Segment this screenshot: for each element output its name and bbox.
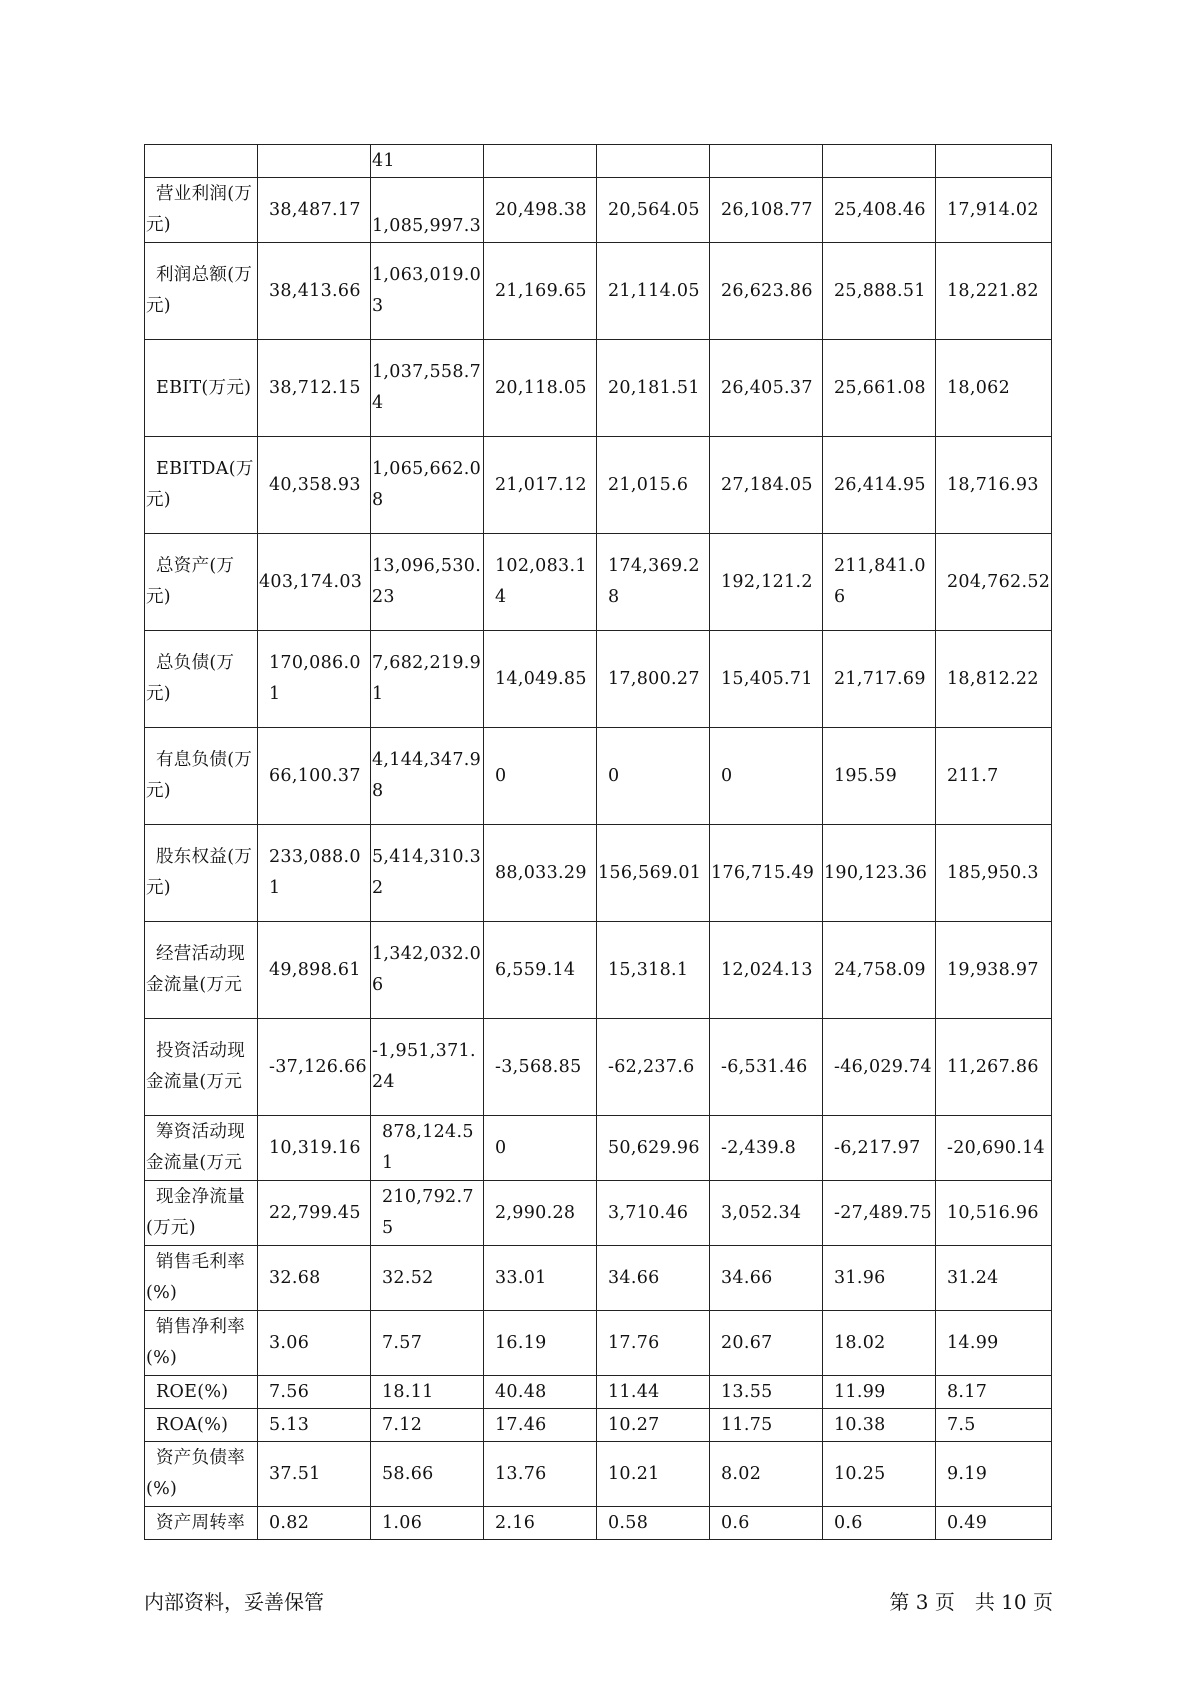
table-row bbox=[145, 1246, 1052, 1311]
value-cell: 7.57 bbox=[371, 1311, 484, 1376]
value-cell: 21,017.12 bbox=[484, 437, 597, 534]
value-cell: 34.66 bbox=[710, 1246, 823, 1311]
value-cell: 49,898.61 bbox=[258, 922, 371, 1019]
row-label-cell: 销售毛利率(%) bbox=[145, 1246, 258, 1311]
value-cell: 11,267.86 bbox=[936, 1019, 1052, 1116]
table-row bbox=[145, 145, 1052, 178]
value-cell: 18,716.93 bbox=[936, 437, 1052, 534]
row-label-cell: 营业利润(万元) bbox=[145, 178, 258, 243]
table-row bbox=[145, 1507, 1052, 1540]
value-cell: 1,063,019.03 bbox=[371, 243, 484, 340]
value-cell: 20,498.38 bbox=[484, 178, 597, 243]
value-cell: 192,121.2 bbox=[710, 534, 823, 631]
row-label-cell: 筹资活动现金流量(万元 bbox=[145, 1116, 258, 1181]
value-cell: 31.24 bbox=[936, 1246, 1052, 1311]
row-label-cell: ROE(%) bbox=[145, 1376, 258, 1409]
value-cell: 5,414,310.32 bbox=[371, 825, 484, 922]
value-cell: 10.38 bbox=[823, 1409, 936, 1442]
value-cell: 13.76 bbox=[484, 1442, 597, 1507]
value-cell: 8.17 bbox=[936, 1376, 1052, 1409]
value-cell: 7,682,219.91 bbox=[371, 631, 484, 728]
value-cell: 24,758.09 bbox=[823, 922, 936, 1019]
value-cell: 17,800.27 bbox=[597, 631, 710, 728]
value-cell: 0 bbox=[597, 728, 710, 825]
value-cell: 7.5 bbox=[936, 1409, 1052, 1442]
value-cell: 17.76 bbox=[597, 1311, 710, 1376]
value-cell: 6,559.14 bbox=[484, 922, 597, 1019]
value-cell: 37.51 bbox=[258, 1442, 371, 1507]
value-cell: 8.02 bbox=[710, 1442, 823, 1507]
row-label-cell: ROA(%) bbox=[145, 1409, 258, 1442]
value-cell: 0.49 bbox=[936, 1507, 1052, 1540]
table-row bbox=[145, 1181, 1052, 1246]
table-row bbox=[145, 1019, 1052, 1116]
table-row bbox=[145, 1442, 1052, 1507]
value-cell: 1,065,662.08 bbox=[371, 437, 484, 534]
row-label-cell: 经营活动现金流量(万元 bbox=[145, 922, 258, 1019]
value-cell: 32.52 bbox=[371, 1246, 484, 1311]
value-cell: 13.55 bbox=[710, 1376, 823, 1409]
value-cell: 7.56 bbox=[258, 1376, 371, 1409]
value-cell: 14,049.85 bbox=[484, 631, 597, 728]
value-cell: 0.6 bbox=[823, 1507, 936, 1540]
row-label-cell: 股东权益(万元) bbox=[145, 825, 258, 922]
value-cell: 11.99 bbox=[823, 1376, 936, 1409]
value-cell: 9.19 bbox=[936, 1442, 1052, 1507]
value-cell: 15,318.1 bbox=[597, 922, 710, 1019]
table-row bbox=[145, 728, 1052, 825]
row-label-cell: EBIT(万元) bbox=[145, 340, 258, 437]
value-cell: -27,489.75 bbox=[823, 1181, 936, 1246]
value-cell bbox=[484, 145, 597, 178]
value-cell: 38,712.15 bbox=[258, 340, 371, 437]
value-cell: 14.99 bbox=[936, 1311, 1052, 1376]
value-cell: 3,052.34 bbox=[710, 1181, 823, 1246]
value-cell: 20,181.51 bbox=[597, 340, 710, 437]
value-cell bbox=[936, 145, 1052, 178]
value-cell: 38,413.66 bbox=[258, 243, 371, 340]
table-row bbox=[145, 1311, 1052, 1376]
value-cell: 21,169.65 bbox=[484, 243, 597, 340]
value-cell: 66,100.37 bbox=[258, 728, 371, 825]
value-cell: 1,085,997.3 bbox=[371, 178, 484, 243]
value-cell: 25,661.08 bbox=[823, 340, 936, 437]
value-cell: 26,414.95 bbox=[823, 437, 936, 534]
table-row bbox=[145, 437, 1052, 534]
row-label-cell: 利润总额(万元) bbox=[145, 243, 258, 340]
value-cell: 25,888.51 bbox=[823, 243, 936, 340]
value-cell: 18.02 bbox=[823, 1311, 936, 1376]
value-cell: -46,029.74 bbox=[823, 1019, 936, 1116]
value-cell: 26,108.77 bbox=[710, 178, 823, 243]
value-cell: 0.58 bbox=[597, 1507, 710, 1540]
value-cell: 190,123.36 bbox=[823, 825, 936, 922]
value-cell: 12,024.13 bbox=[710, 922, 823, 1019]
value-cell: 17.46 bbox=[484, 1409, 597, 1442]
value-cell: 174,369.28 bbox=[597, 534, 710, 631]
row-label-cell: 总负债(万元) bbox=[145, 631, 258, 728]
value-cell: 20.67 bbox=[710, 1311, 823, 1376]
value-cell: 31.96 bbox=[823, 1246, 936, 1311]
value-cell bbox=[823, 145, 936, 178]
table-row bbox=[145, 1376, 1052, 1409]
value-cell: 18,812.22 bbox=[936, 631, 1052, 728]
value-cell: 18.11 bbox=[371, 1376, 484, 1409]
value-cell: 878,124.51 bbox=[371, 1116, 484, 1181]
row-label-cell: 资产周转率 bbox=[145, 1507, 258, 1540]
value-cell: 18,221.82 bbox=[936, 243, 1052, 340]
value-cell: 176,715.49 bbox=[710, 825, 823, 922]
value-cell: 88,033.29 bbox=[484, 825, 597, 922]
value-cell: 16.19 bbox=[484, 1311, 597, 1376]
value-cell: 20,564.05 bbox=[597, 178, 710, 243]
value-cell: 3,710.46 bbox=[597, 1181, 710, 1246]
value-cell: -3,568.85 bbox=[484, 1019, 597, 1116]
value-cell: 34.66 bbox=[597, 1246, 710, 1311]
row-label-cell: 销售净利率(%) bbox=[145, 1311, 258, 1376]
table-row bbox=[145, 340, 1052, 437]
value-cell: 20,118.05 bbox=[484, 340, 597, 437]
table-row bbox=[145, 178, 1052, 243]
value-cell: 38,487.17 bbox=[258, 178, 371, 243]
value-cell: 1,037,558.74 bbox=[371, 340, 484, 437]
value-cell: 5.13 bbox=[258, 1409, 371, 1442]
table-row bbox=[145, 922, 1052, 1019]
table-row bbox=[145, 243, 1052, 340]
table-row bbox=[145, 825, 1052, 922]
value-cell: 27,184.05 bbox=[710, 437, 823, 534]
value-cell: 32.68 bbox=[258, 1246, 371, 1311]
value-cell: 19,938.97 bbox=[936, 922, 1052, 1019]
value-cell: -20,690.14 bbox=[936, 1116, 1052, 1181]
value-cell: -2,439.8 bbox=[710, 1116, 823, 1181]
value-cell: 22,799.45 bbox=[258, 1181, 371, 1246]
value-cell: 25,408.46 bbox=[823, 178, 936, 243]
value-cell: -6,217.97 bbox=[823, 1116, 936, 1181]
value-cell: 26,405.37 bbox=[710, 340, 823, 437]
value-cell: 21,015.6 bbox=[597, 437, 710, 534]
value-cell: 15,405.71 bbox=[710, 631, 823, 728]
value-cell: 0 bbox=[484, 1116, 597, 1181]
value-cell: -6,531.46 bbox=[710, 1019, 823, 1116]
value-cell: 102,083.14 bbox=[484, 534, 597, 631]
row-label-cell: 有息负债(万元) bbox=[145, 728, 258, 825]
value-cell: 41 bbox=[371, 145, 484, 178]
value-cell: 195.59 bbox=[823, 728, 936, 825]
value-cell: -62,237.6 bbox=[597, 1019, 710, 1116]
value-cell: 40.48 bbox=[484, 1376, 597, 1409]
row-label-cell: 资产负债率(%) bbox=[145, 1442, 258, 1507]
value-cell: 185,950.3 bbox=[936, 825, 1052, 922]
row-label-cell bbox=[145, 145, 258, 178]
value-cell: 0.6 bbox=[710, 1507, 823, 1540]
value-cell: 1.06 bbox=[371, 1507, 484, 1540]
value-cell: 2.16 bbox=[484, 1507, 597, 1540]
value-cell: 0 bbox=[484, 728, 597, 825]
row-label-cell: 总资产(万元) bbox=[145, 534, 258, 631]
table-row bbox=[145, 1409, 1052, 1442]
value-cell: 10,516.96 bbox=[936, 1181, 1052, 1246]
footer-confidential-note: 内部资料，妥善保管 bbox=[144, 1590, 324, 1614]
value-cell: 26,623.86 bbox=[710, 243, 823, 340]
value-cell: 211.7 bbox=[936, 728, 1052, 825]
value-cell: 11.44 bbox=[597, 1376, 710, 1409]
financial-data-table bbox=[144, 144, 1052, 1540]
value-cell: 170,086.01 bbox=[258, 631, 371, 728]
value-cell: 18,062 bbox=[936, 340, 1052, 437]
value-cell bbox=[597, 145, 710, 178]
footer-page-number: 第 3 页 共 10 页 bbox=[889, 1590, 1053, 1614]
value-cell: 10.25 bbox=[823, 1442, 936, 1507]
value-cell bbox=[710, 145, 823, 178]
value-cell: 2,990.28 bbox=[484, 1181, 597, 1246]
value-cell: 50,629.96 bbox=[597, 1116, 710, 1181]
table-row bbox=[145, 1116, 1052, 1181]
value-cell: 17,914.02 bbox=[936, 178, 1052, 243]
value-cell: 156,569.01 bbox=[597, 825, 710, 922]
value-cell: 4,144,347.98 bbox=[371, 728, 484, 825]
value-cell: -1,951,371.24 bbox=[371, 1019, 484, 1116]
row-label-cell: 投资活动现金流量(万元 bbox=[145, 1019, 258, 1116]
value-cell: 58.66 bbox=[371, 1442, 484, 1507]
value-cell: 11.75 bbox=[710, 1409, 823, 1442]
value-cell: 7.12 bbox=[371, 1409, 484, 1442]
value-cell: 10.21 bbox=[597, 1442, 710, 1507]
value-cell: 21,717.69 bbox=[823, 631, 936, 728]
value-cell: 0 bbox=[710, 728, 823, 825]
value-cell: 233,088.01 bbox=[258, 825, 371, 922]
value-cell: 21,114.05 bbox=[597, 243, 710, 340]
value-cell: 403,174.03 bbox=[258, 534, 371, 631]
row-label-cell: 现金净流量(万元) bbox=[145, 1181, 258, 1246]
value-cell: 40,358.93 bbox=[258, 437, 371, 534]
table-row bbox=[145, 631, 1052, 728]
value-cell: 1,342,032.06 bbox=[371, 922, 484, 1019]
value-cell: 33.01 bbox=[484, 1246, 597, 1311]
value-cell: 0.82 bbox=[258, 1507, 371, 1540]
value-cell: 10,319.16 bbox=[258, 1116, 371, 1181]
value-cell: 13,096,530.23 bbox=[371, 534, 484, 631]
value-cell: -37,126.66 bbox=[258, 1019, 371, 1116]
value-cell: 204,762.52 bbox=[936, 534, 1052, 631]
row-label-cell: EBITDA(万元) bbox=[145, 437, 258, 534]
value-cell: 3.06 bbox=[258, 1311, 371, 1376]
value-cell: 211,841.06 bbox=[823, 534, 936, 631]
table-row bbox=[145, 534, 1052, 631]
value-cell: 10.27 bbox=[597, 1409, 710, 1442]
value-cell: 210,792.75 bbox=[371, 1181, 484, 1246]
value-cell bbox=[258, 145, 371, 178]
